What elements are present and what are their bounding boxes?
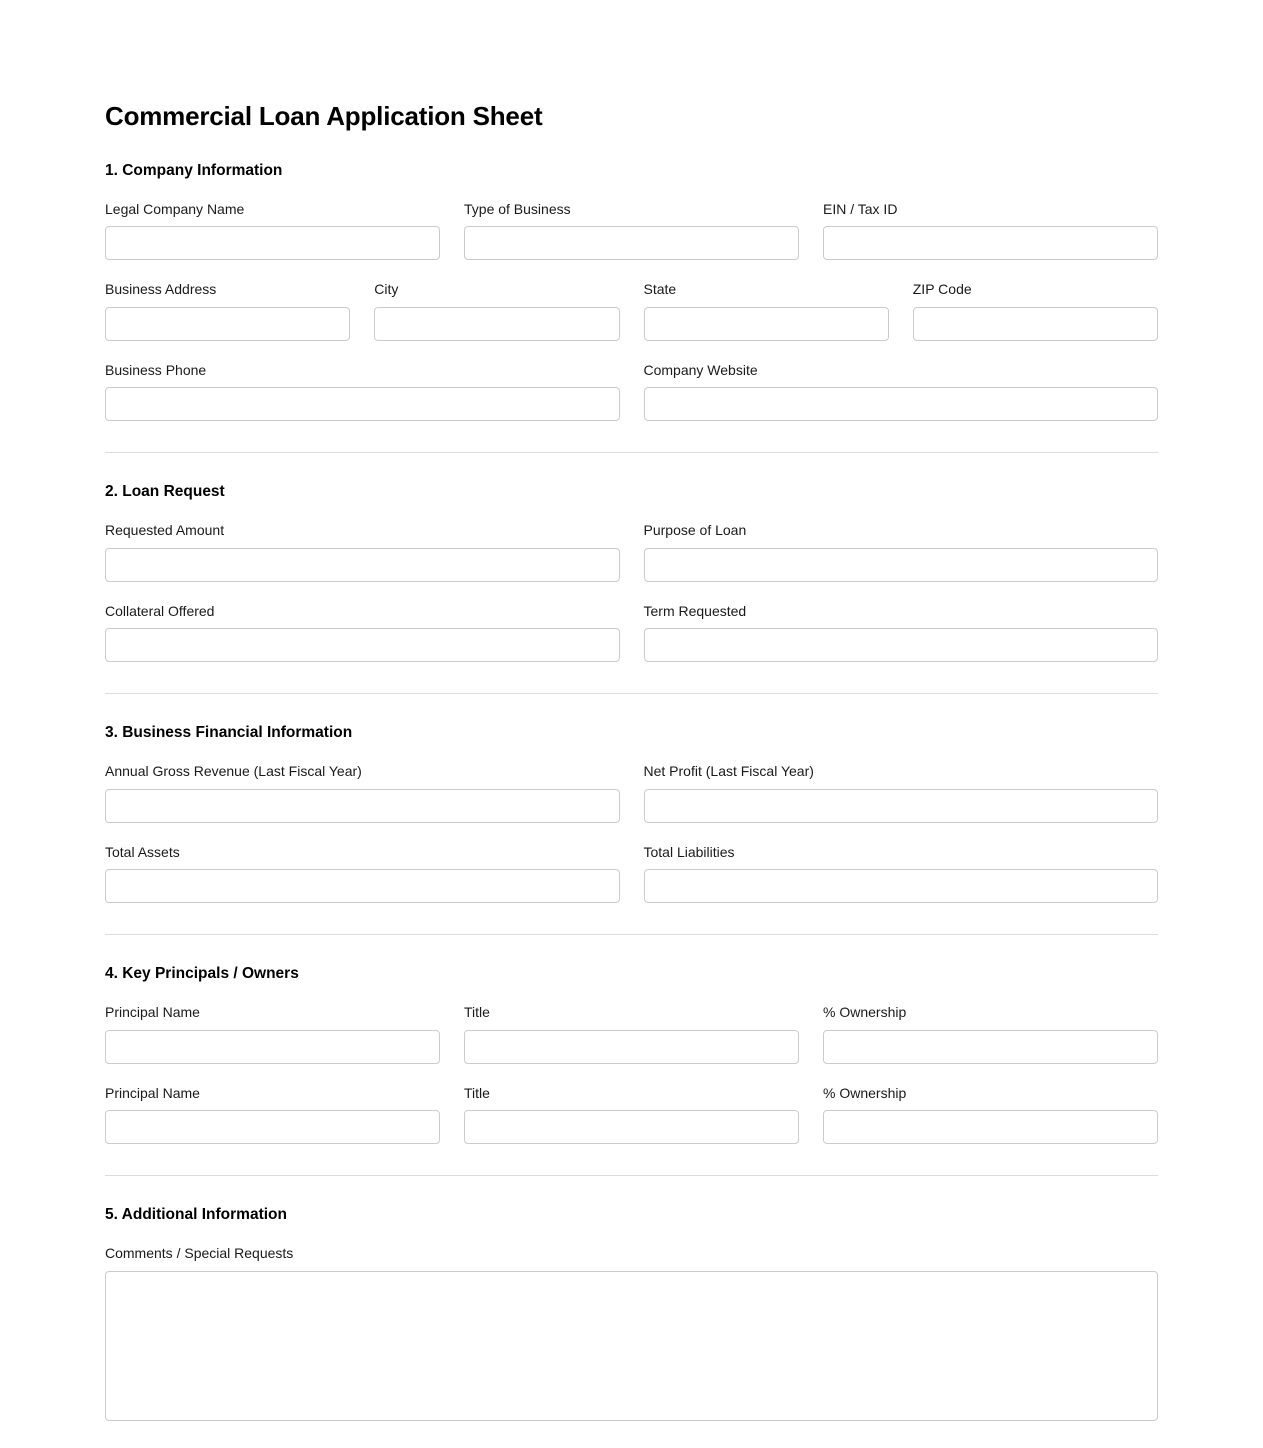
field-business-address [105,280,350,340]
field-row [105,1084,1158,1144]
section-heading-3: 3. Business Financial Information [105,723,353,741]
field-label: Title [464,1084,490,1101]
city-input[interactable] [374,307,619,341]
field-purpose-of-loan [644,521,1159,581]
field-type-of-business [464,200,799,260]
section-additional-information [105,1176,1158,1421]
field-row [105,200,1158,260]
field-label: Purpose of Loan [643,522,747,539]
field-collateral-offered [105,602,620,662]
field-total-assets [105,843,620,903]
field-row [105,1003,1158,1063]
field-total-liabilities [644,843,1159,903]
field-annual-gross-revenue [105,762,620,822]
field-label: Comments / Special Requests [105,1245,294,1262]
field-label: EIN / Tax ID [823,201,898,218]
field-label: Title [464,1004,490,1021]
field-label: Legal Company Name [105,201,245,218]
field-principal-name-1 [105,1003,440,1063]
field-principal-title-1 [464,1003,799,1063]
field-net-profit [644,762,1159,822]
section-company-information [105,132,1158,421]
field-row [105,762,1158,822]
principal-name-1-input[interactable] [105,1030,440,1064]
principal-ownership-1-input[interactable] [823,1030,1158,1064]
legal-company-name-input[interactable] [105,226,440,260]
field-label: Business Address [105,281,217,298]
total-liabilities-input[interactable] [644,869,1159,903]
field-label: Principal Name [105,1004,200,1021]
field-comments-special-requests [105,1244,1158,1420]
field-label: % Ownership [823,1004,907,1021]
section-key-principals-owners [105,935,1158,1144]
field-principal-title-2 [464,1084,799,1144]
field-legal-company-name [105,200,440,260]
field-label: Requested Amount [105,522,225,539]
type-of-business-input[interactable] [464,226,799,260]
requested-amount-input[interactable] [105,548,620,582]
field-row [105,521,1158,581]
field-label: City [374,281,399,298]
field-business-phone [105,361,620,421]
section-business-financial-information [105,694,1158,903]
field-label: Total Assets [105,843,180,860]
form-sheet [105,0,1158,1421]
field-label: Type of Business [464,201,571,218]
section-heading-2: 2. Loan Request [105,482,225,500]
section-heading-5: 5. Additional Information [105,1205,287,1223]
section-heading-1: 1. Company Information [105,161,283,179]
field-label: ZIP Code [912,281,972,298]
business-address-input[interactable] [105,307,350,341]
annual-gross-revenue-input[interactable] [105,789,620,823]
field-label: Collateral Offered [105,602,215,619]
field-row [105,843,1158,903]
field-principal-name-2 [105,1084,440,1144]
field-label: Net Profit (Last Fiscal Year) [643,763,814,780]
field-principal-ownership-2 [823,1084,1158,1144]
section-heading-4: 4. Key Principals / Owners [105,964,299,982]
page-title: Commercial Loan Application Sheet [105,101,543,131]
company-website-input[interactable] [644,387,1159,421]
purpose-of-loan-input[interactable] [644,548,1159,582]
field-label: Principal Name [105,1084,200,1101]
field-term-requested [644,602,1159,662]
field-label: Business Phone [105,361,207,378]
field-label: % Ownership [823,1084,907,1101]
ein-tax-id-input[interactable] [823,226,1158,260]
field-label: Total Liabilities [643,843,735,860]
field-city [374,280,619,340]
field-row [105,1244,1158,1420]
net-profit-input[interactable] [644,789,1159,823]
collateral-offered-input[interactable] [105,628,620,662]
state-input[interactable] [644,307,889,341]
field-label: Annual Gross Revenue (Last Fiscal Year) [105,763,362,780]
field-label: Company Website [643,361,758,378]
total-assets-input[interactable] [105,869,620,903]
field-zip-code [913,280,1158,340]
business-phone-input[interactable] [105,387,620,421]
field-label: State [643,281,677,298]
field-state [644,280,889,340]
field-row [105,361,1158,421]
field-ein-tax-id [823,200,1158,260]
field-row [105,280,1158,340]
zip-code-input[interactable] [913,307,1158,341]
term-requested-input[interactable] [644,628,1159,662]
principal-ownership-2-input[interactable] [823,1110,1158,1144]
field-principal-ownership-1 [823,1003,1158,1063]
field-company-website [644,361,1159,421]
field-requested-amount [105,521,620,581]
principal-title-2-input[interactable] [464,1110,799,1144]
principal-name-2-input[interactable] [105,1110,440,1144]
field-label: Term Requested [643,602,747,619]
comments-special-requests-textarea[interactable] [105,1271,1158,1421]
section-loan-request [105,453,1158,662]
field-row [105,602,1158,662]
principal-title-1-input[interactable] [464,1030,799,1064]
